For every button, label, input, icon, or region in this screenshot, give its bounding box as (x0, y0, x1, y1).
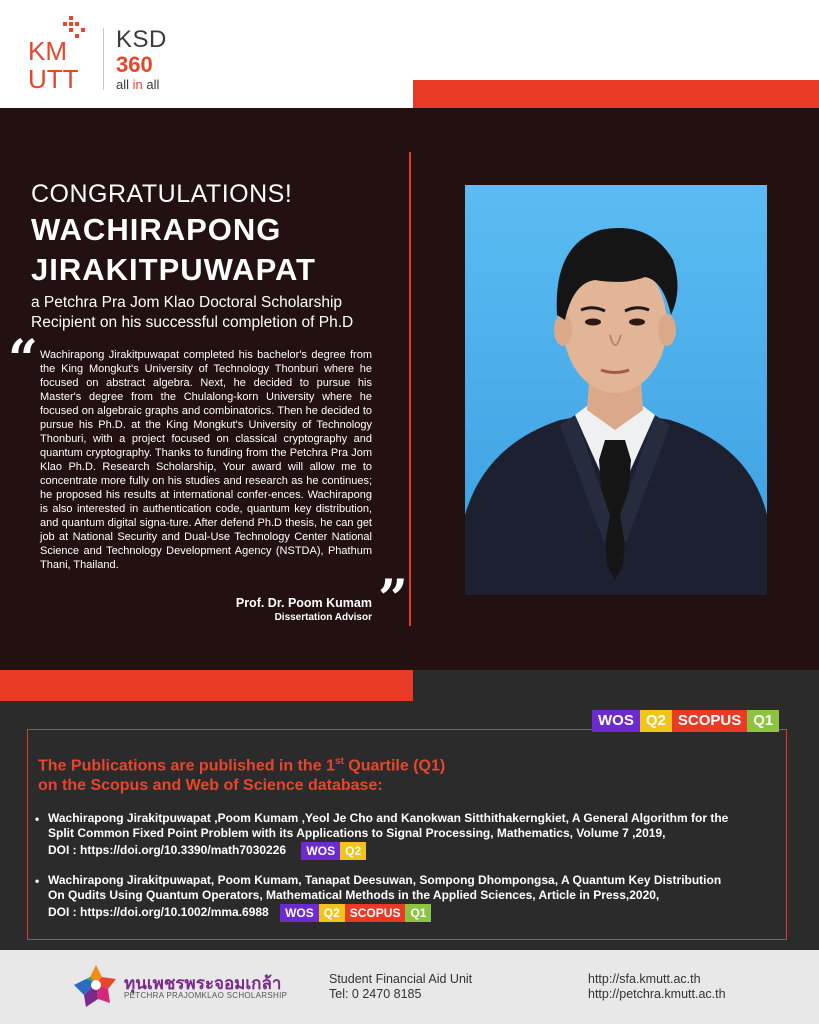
badge-scopus: SCOPUS (672, 710, 747, 732)
recipient-name (31, 210, 316, 290)
pub2-line2: On Qudits Using Quantum Operators, Mathematical Methods in the Applied Sciences, Article in Press,2020, (48, 888, 660, 902)
pub1-line2: Split Common Fixed Point Problem with its Applications to Signal Processing, Mathematics, Volume 7 ,2019, (48, 826, 666, 840)
kmutt-logo-utt: UTT (28, 64, 79, 92)
advisor-role: Dissertation Advisor (274, 612, 372, 623)
close-quote-icon: ” (378, 569, 408, 630)
kmutt-logo (28, 16, 98, 92)
badge-wos: WOS (592, 710, 640, 732)
ksd-logo-text: KSD (116, 26, 167, 53)
publications-heading-line1 (38, 752, 445, 776)
advisor-quote: Wachirapong Jirakitpuwapat completed his bachelor's degree from the King Mongkut's University of Technology Thonburi where he focused on abstract algebra. Next, he decided to pursue his Master's degree from the Chulalong-korn University where he focused on algebraic graphs and combinatorics. Then he decided to pursue his Ph.D. at the King Mongkut's University of Technology Thonburi, with a project focused on classical cryptography and quantum cryptography. Thanks to funding from the Petchra Pra Jom Klao Ph.D. Research Scholarship, Your award will allow me to concentrate more fully on his studies and research as he continues; he proposed his results at international confer-ences. Wachirapong is also interested in authentication code, quantum key distribution, and quantum digital signa-ture. After defend Ph.D thesis, he can get job at National Security and Dual-Use Technology Center National Science and Technology Development Agency (NSTDA), Phathum Thani, Thailand. (40, 349, 372, 571)
url-sfa[interactable]: http://sfa.kmutt.ac.th (588, 972, 701, 986)
pub-bullet-2: • (35, 874, 40, 888)
heading-part-b: Quartile (Q1) (343, 757, 446, 775)
pub2-doi: DOI : https://doi.org/10.1002/mma.6988 (48, 905, 269, 920)
contact-unit (329, 972, 472, 1002)
url-petchra[interactable]: http://petchra.kmutt.ac.th (588, 987, 726, 1001)
kmutt-logo-km: KM (28, 36, 67, 66)
pub1-badge-wos: WOS (301, 842, 340, 860)
scholarship-name-en: PETCHRA PRAJOMKLAO SCHOLARSHIP (124, 991, 288, 1000)
pub2-badge-q1: Q1 (405, 904, 431, 922)
scholarship-name-thai: ทุนเพชรพระจอมเกล้า (124, 974, 282, 993)
unit-name: Student Financial Aid Unit (329, 972, 473, 986)
top-accent-bar (413, 80, 819, 110)
recipient-photo (465, 185, 767, 595)
advisor-name: Prof. Dr. Poom Kumam (235, 596, 372, 610)
bottom-accent-bar (0, 670, 413, 701)
pub2-badge-wos: WOS (280, 904, 319, 922)
contact-urls (588, 972, 726, 1002)
heading-sup: st (334, 756, 344, 767)
publication-item-2 (48, 873, 788, 922)
ksd-tag-in: in (132, 77, 143, 92)
logo-divider (103, 28, 104, 90)
congrats-heading: CONGRATULATIONS! (31, 180, 293, 208)
pub1-doi-row (48, 842, 788, 860)
petchra-diamond-icon (72, 963, 120, 1011)
publications-heading-line2: on the Scopus and Web of Science database: (38, 777, 383, 795)
index-badges (592, 710, 779, 732)
pub2-doi-row (48, 904, 788, 922)
subtitle-line1: a Petchra Pra Jom Klao Doctoral Scholarship (31, 294, 343, 311)
pub1-line1: Wachirapong Jirakitpuwapat ,Poom Kumam ,Yeol Je Cho and Kanokwan Sitthithakerngkiet, A General Algorithm for the (48, 811, 729, 825)
pub2-badge-q2: Q2 (319, 904, 345, 922)
ksd-tag-all: all (116, 77, 133, 92)
hero-divider (409, 152, 411, 626)
hero-subtitle (31, 293, 353, 333)
badge-q1: Q1 (747, 710, 779, 732)
unit-tel: Tel: 0 2470 8185 (329, 987, 422, 1001)
pub1-doi: DOI : https://doi.org/10.3390/math7030226 (48, 843, 287, 858)
recipient-name-line2: JIRAKITPUWAPAT (31, 252, 316, 287)
publications-heading (38, 752, 445, 796)
recipient-name-line1: WACHIRAPONG (31, 212, 282, 247)
ksd-tag-all2: all (142, 77, 160, 92)
pub2-badge-scopus: SCOPUS (345, 904, 406, 922)
ksd-logo-360: 360 (116, 52, 153, 77)
badge-q2: Q2 (640, 710, 672, 732)
pub2-line1: Wachirapong Jirakitpuwapat, Poom Kumam, Tanapat Deesuwan, Sompong Dhompongsa, A Quantum Key Distribution (48, 873, 722, 887)
ksd-tagline (116, 77, 159, 92)
subtitle-line2: Recipient on his successful completion of Ph.D (31, 314, 354, 331)
publication-item-1 (48, 811, 788, 860)
open-quote-icon: “ (8, 329, 38, 390)
heading-part-a: The Publications are published in the 1 (38, 757, 335, 775)
pub-bullet-1: • (35, 812, 40, 826)
pub1-badge-q2: Q2 (340, 842, 366, 860)
